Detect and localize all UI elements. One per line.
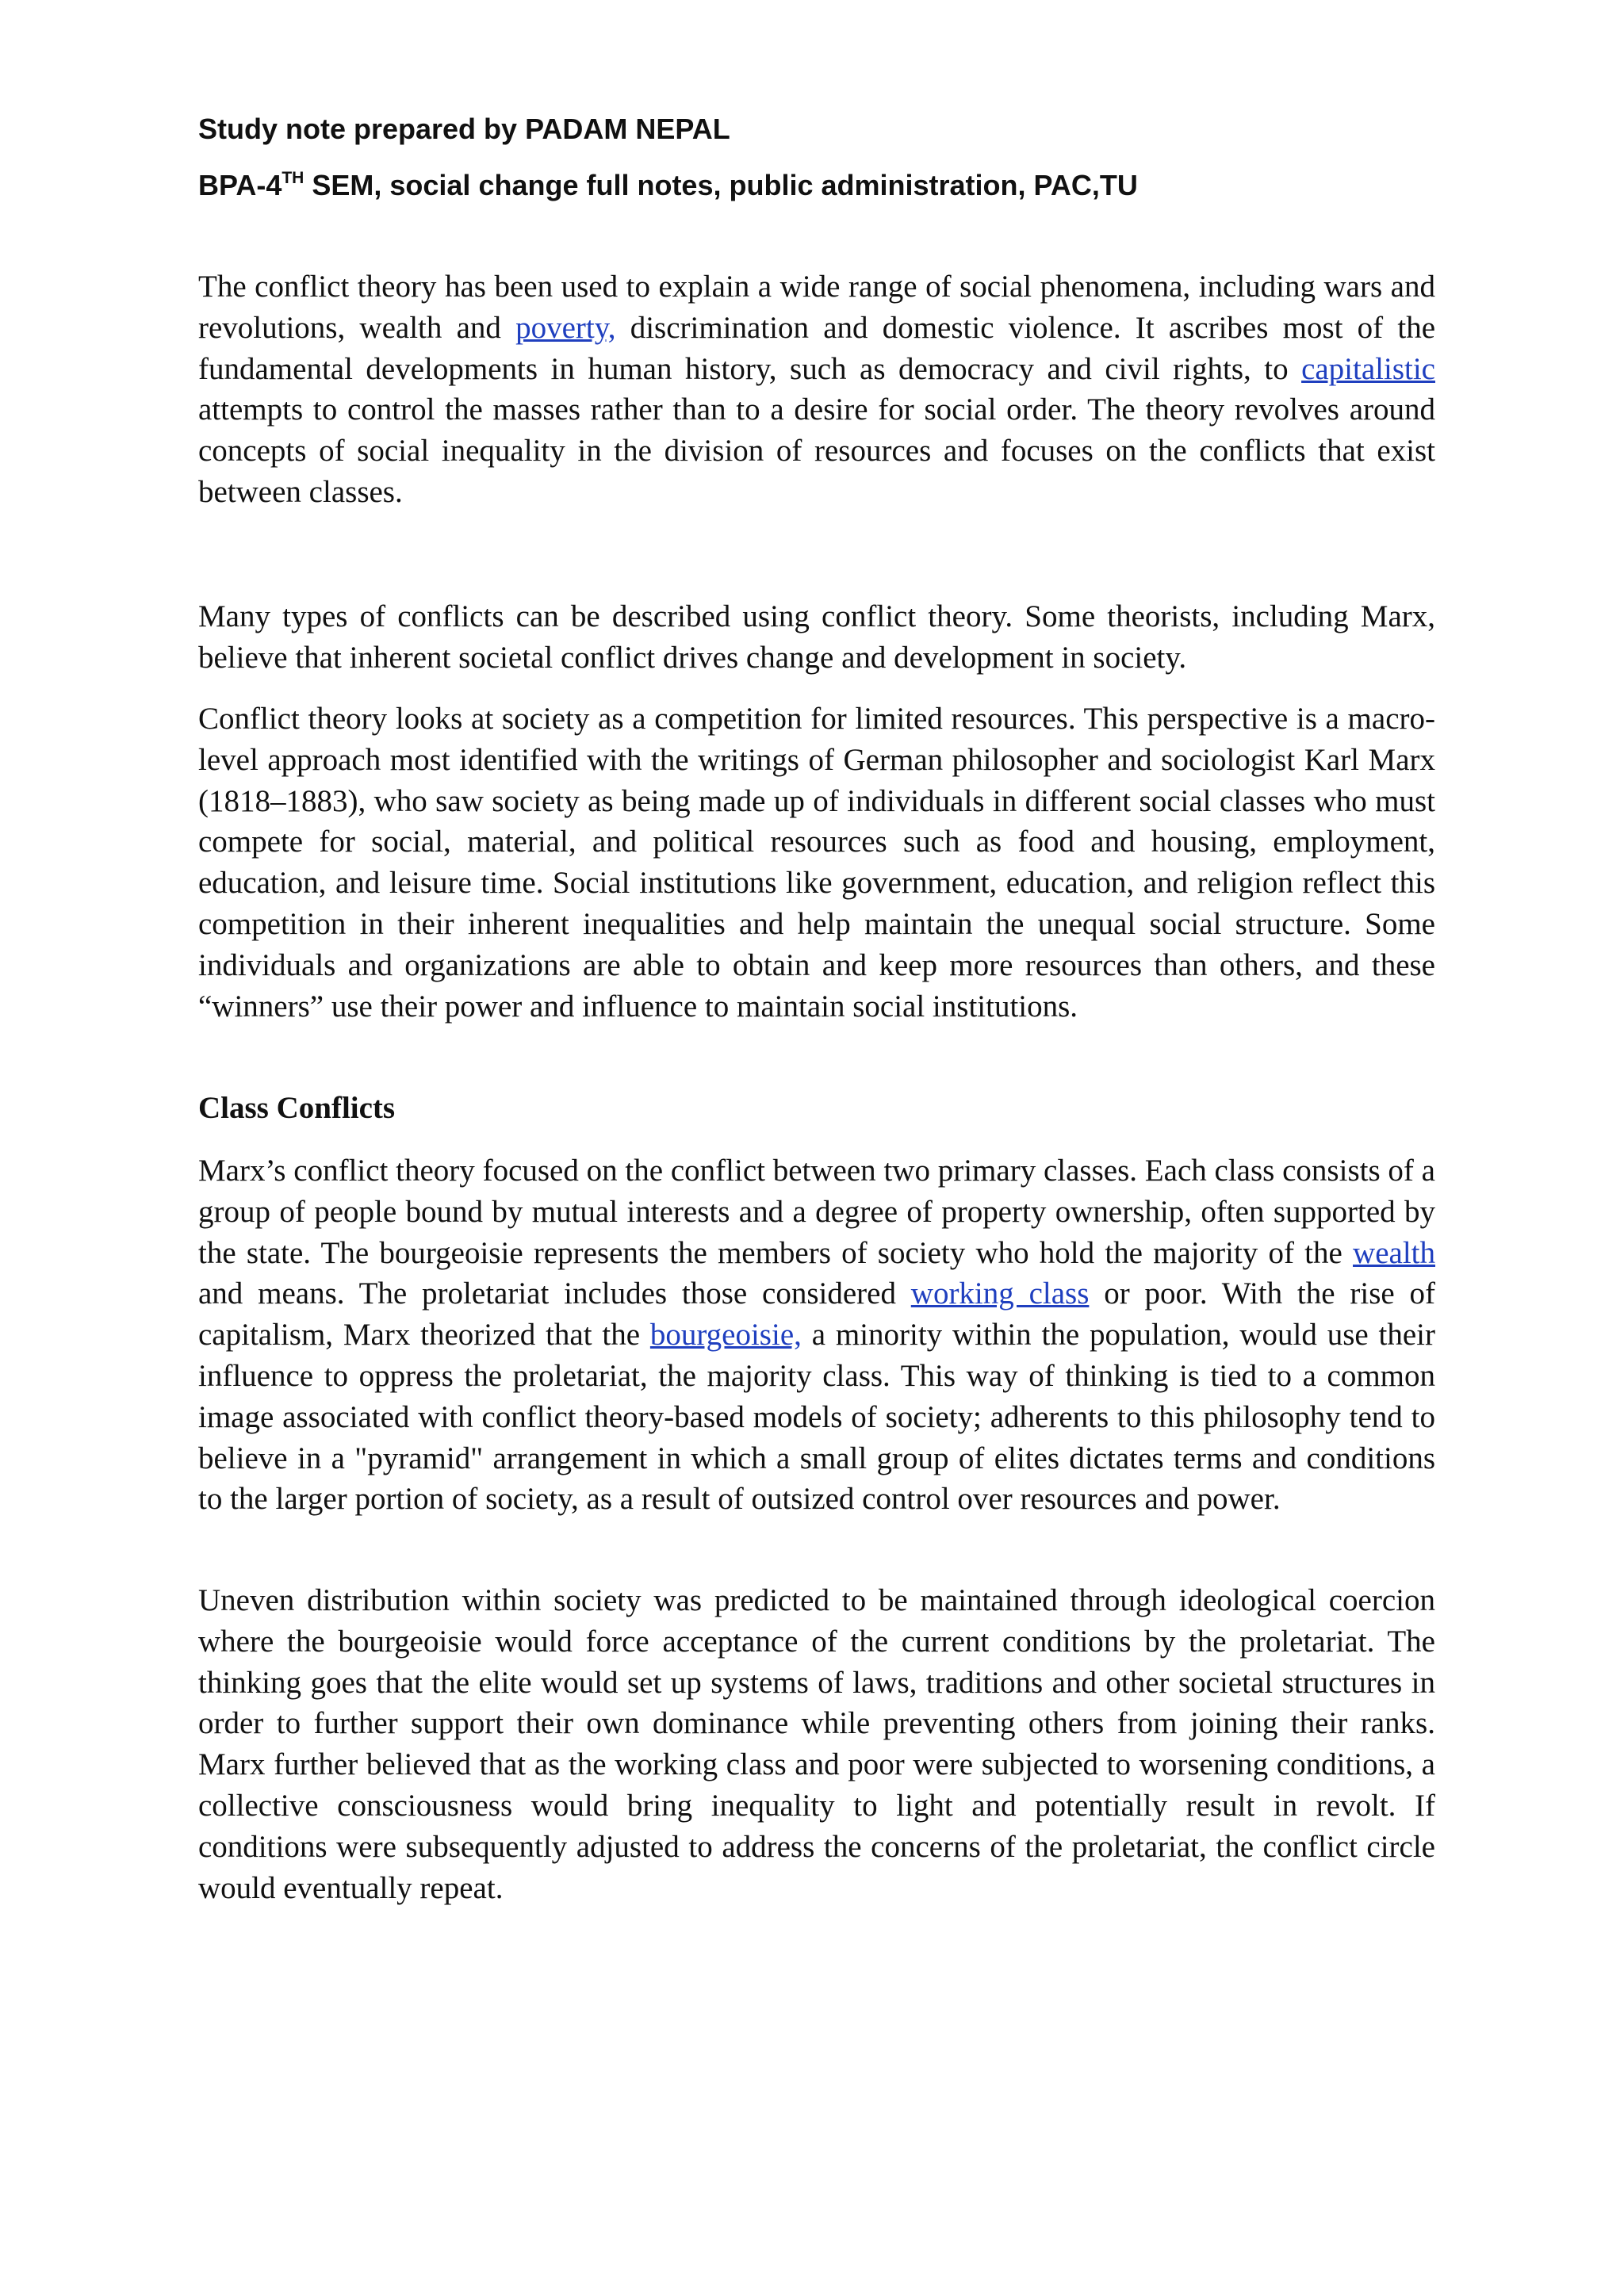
paragraph-text: Marx’s conflict theory focused on the conflict between two primary classes. Each class consists of a group of people bound by mutual interests and a degree of property ownership, often supported by the state. The bourgeoisie represents the members of society who hold the majority of the xyxy=(198,1154,1435,1270)
author-line: Study note prepared by PADAM NEPAL xyxy=(198,113,730,145)
course-line-superscript: TH xyxy=(282,169,304,187)
link-bourgeoisie[interactable]: bourgeoisie, xyxy=(649,1318,802,1353)
paragraph-text: discrimination and domestic violence. It ascribes most of the fundamental developments in human history, such as democracy and civil rights, to xyxy=(198,310,1435,386)
section-heading-class-conflicts: Class Conflicts xyxy=(198,1091,396,1125)
paragraph-conflict-theory-intro xyxy=(198,266,1435,513)
paragraph-text: The conflict theory has been used to explain a wide range of social phenomena, including wars and revolutions, wealth and xyxy=(198,270,1435,345)
link-working-class[interactable]: working class xyxy=(910,1276,1090,1311)
link-capitalistic[interactable]: capitalistic xyxy=(1301,351,1435,386)
paragraph-text: a minority within the population, would use their influence to oppress the proletariat, the majority class. This way of thinking is tied to a common image associated with conflict theory-based models of society; adherents to this philosophy tend to believe in a "pyramid" arrangement in which a small group of elites dictates terms and conditions to the larger portion of society, as a result of outsized control over resources and power. xyxy=(198,1318,1435,1517)
paragraph-text: and means. The proletariat includes those considered xyxy=(198,1276,911,1311)
paragraph-class-conflicts xyxy=(198,1150,1435,1520)
paragraph-uneven-distribution: Uneven distribution within society was predicted to be maintained through ideological coercion where the bourgeoisie would force acceptance of the current conditions by the proletariat. The thinking goes that the elite would set up systems of laws, traditions and other societal structures in order to further support their own dominance while preventing others from joining their ranks. Marx further believed that as the working class and poor were subjected to worsening conditions, a collective consciousness would bring inequality to light and potentially result in revolt. If conditions were subsequently adjusted to address the concerns of the proletariat, the conflict circle would eventually repeat. xyxy=(198,1583,1435,1905)
paragraph-types-of-conflicts: Many types of conflicts can be described using conflict theory. Some theorists, including Marx, believe that inherent societal conflict drives change and development in society. xyxy=(198,599,1435,675)
course-line-prefix: BPA-4 xyxy=(198,169,282,201)
link-wealth[interactable]: wealth xyxy=(1353,1235,1435,1270)
course-line-suffix: SEM, social change full notes, public administration, PAC,TU xyxy=(304,169,1138,201)
paragraph-text: attempts to control the masses rather than to a desire for social order. The theory revolves around concepts of social inequality in the division of resources and focuses on the conflicts that exist between classes. xyxy=(198,392,1435,509)
paragraph-competition-for-resources: Conflict theory looks at society as a competition for limited resources. This perspective is a macro-level approach most identified with the writings of German philosopher and sociologist Karl Marx (1818–1883), who saw society as being made up of individuals in different social classes who must compete for social, material, and political resources such as food and housing, employment, education, and leisure time. Social institutions like government, education, and religion reflect this competition in their inherent inequalities and help maintain the unequal social structure. Some individuals and organizations are able to obtain and keep more resources than others, and these “winners” use their power and influence to maintain social institutions. xyxy=(198,702,1435,1024)
link-poverty[interactable]: poverty, xyxy=(515,310,616,345)
course-line xyxy=(198,169,1138,202)
paragraph-text: or poor. With the rise of capitalism, Marx theorized that the xyxy=(198,1276,1435,1353)
